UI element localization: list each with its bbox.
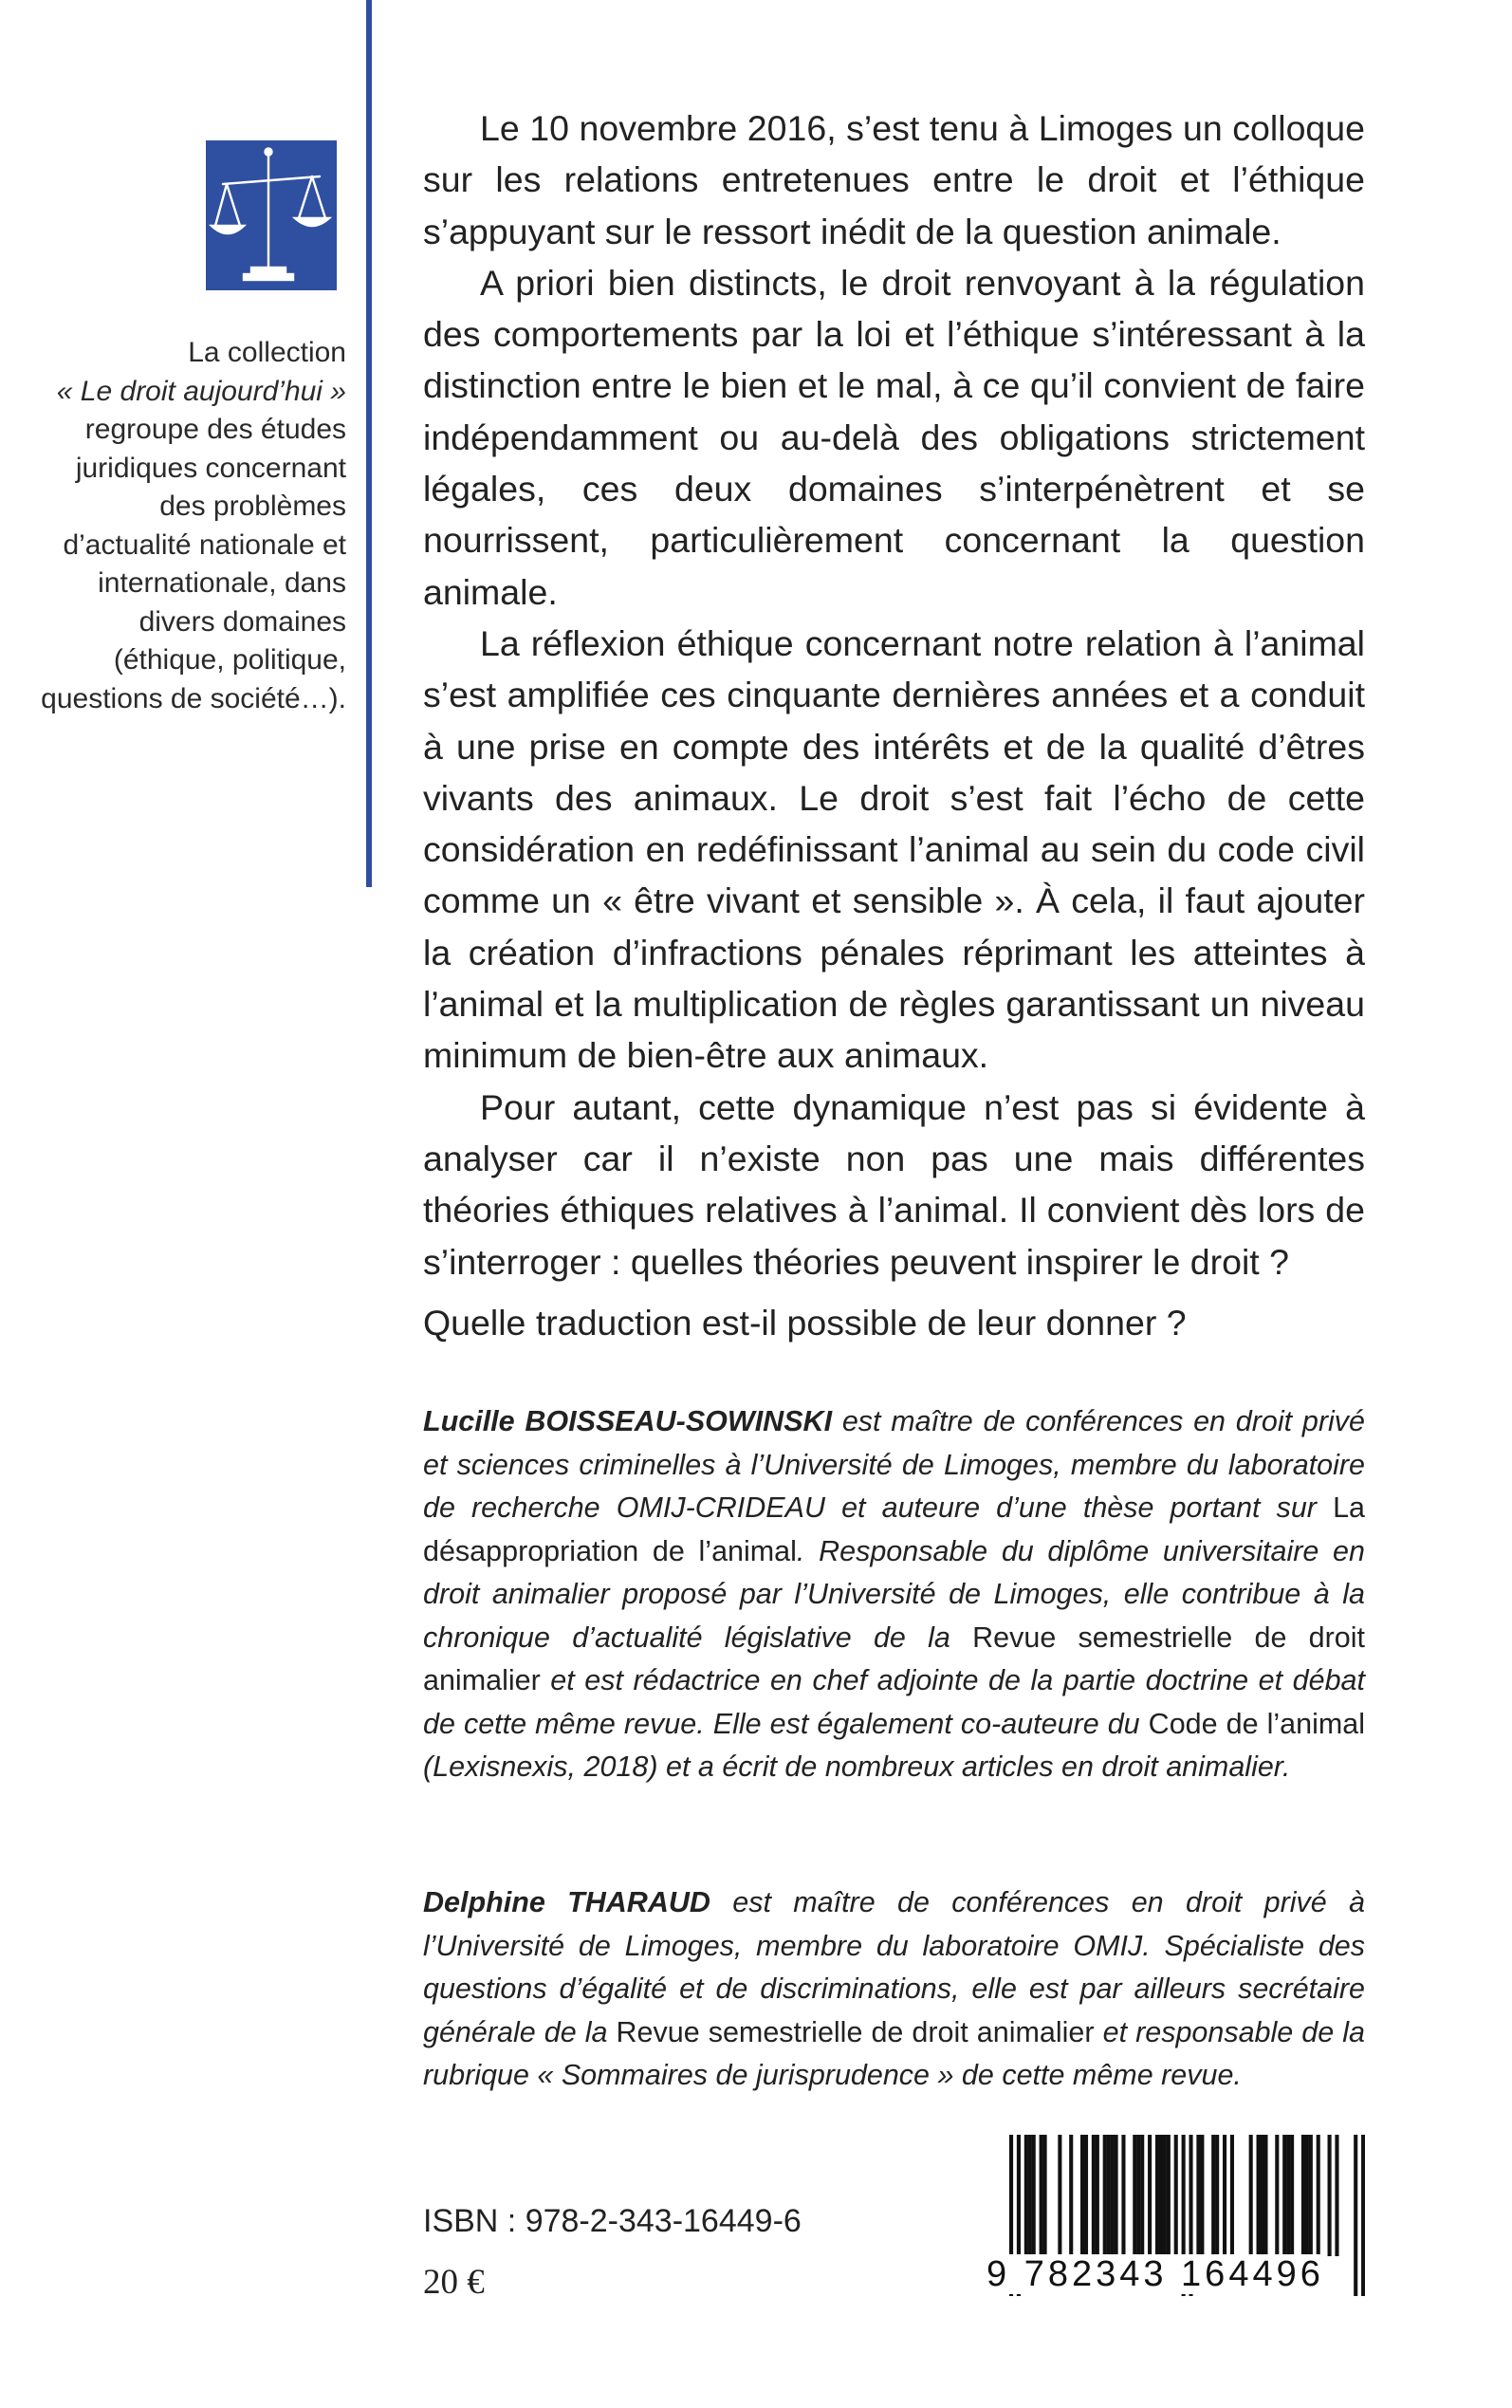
bio-text: (Lexisnexis, 2018) et a écrit de nombreux articles en droit animalier. [423, 1750, 1291, 1783]
barcode-bar [1084, 2135, 1088, 2256]
collection-body: regroupe des études juridiques concernant des problèmes d’actualité nationale et internationale, dans divers domaines (éthique, politique, questions de société…). [41, 414, 346, 714]
thesis-title: La désappropriation de l’animal [423, 1491, 1365, 1567]
barcode-bar [1163, 2135, 1167, 2256]
barcode-bar [1103, 2135, 1107, 2256]
barcode-bar [1275, 2135, 1279, 2256]
barcode-bar [1111, 2135, 1115, 2256]
collection-intro: La collection [188, 337, 346, 368]
barcode-bar [1282, 2135, 1286, 2256]
barcode-bar [1167, 2135, 1171, 2256]
barcode-bar [1155, 2135, 1159, 2256]
collection-series-title: « Le droit aujourd’hui » [56, 375, 346, 407]
barcode-bar [1096, 2135, 1099, 2256]
barcode-bar [1133, 2135, 1136, 2256]
author-name: Delphine THARAUD [423, 1886, 710, 1918]
back-cover-summary [423, 102, 1365, 1348]
barcode-bar [1230, 2135, 1234, 2256]
barcode-bar [1335, 2135, 1338, 2256]
barcode-bar [1174, 2135, 1178, 2256]
barcode-digits [986, 2254, 1366, 2295]
barcode-bar [1058, 2135, 1061, 2256]
barcode-bar [1024, 2135, 1028, 2256]
barcode-bar [1140, 2135, 1144, 2256]
summary-paragraph-1: Le 10 novembre 2016, s’est tenu à Limoges un colloque sur les relations entretenues entre le droit et l’éthique s’appuyant sur le ressort inédit de la question animale. [423, 108, 1365, 251]
bio-text: est maître de conférences en droit privé à l’Université de Limoges, membre du laboratoire OMIJ. Spécialiste des questions d’égalité et de discriminations, elle est par ailleurs secrétaire générale de la [423, 1886, 1365, 2048]
barcode-bar [1121, 2135, 1125, 2256]
barcode-bar [1263, 2135, 1267, 2256]
barcode-bar [1317, 2135, 1320, 2256]
barcode-bar [1290, 2135, 1294, 2256]
barcode-bar [1200, 2135, 1204, 2256]
barcode-bar [1043, 2135, 1047, 2256]
bio-text: et responsable de la rubrique « Sommaires de jurisprudence » de cette même revue. [423, 2015, 1366, 2091]
barcode-bar [1107, 2135, 1111, 2256]
journal-title: Revue semestrielle de droit animalier [616, 2015, 1095, 2048]
barcode-bar [1249, 2135, 1253, 2256]
summary-paragraph-2: A priori bien distincts, le droit renvoyant à la régulation des comportements par la loi et l’éthique s’intéressant à la distinction entre le bien et le mal, à ce qu’il convient de faire indépendamment ou au-delà des obligations strictement légales, ces deux domaines s’interpénètrent et se nourrissent, particulièrement concernant la question animale. [423, 262, 1365, 612]
barcode-number: 9 782343 164496 [986, 2254, 1324, 2294]
price-label: 20 € [423, 2263, 485, 2302]
barcode-bar [1257, 2135, 1261, 2256]
summary-paragraph-4: Pour autant, cette dynamique n’est pas si évidente à analyser car il n’existe non pas une mais différentes théories éthiques relatives à l’animal. Il convient dès lors de s’interroger : quelles théories peuvent inspirer le droit ? [423, 1086, 1365, 1282]
summary-paragraph-3: La réflexion éthique concernant notre relation à l’animal s’est amplifiée ces cinquante dernières années et a conduit à une prise en compte des intérêts et de la qualité d’êtres vivants des animaux. Le droit s’est fait l’écho de cette considération en redéfinissant l’animal au sein du code civil comme un « être vivant et sensible ». À cela, il faut ajouter la création d’infractions pénales réprimant les atteintes à l’animal et la multiplication de règles garantissant un niveau minimum de bien-être aux animaux. [423, 622, 1365, 1076]
barcode-bar [1032, 2135, 1036, 2256]
bio-text: et est rédactrice en chef adjointe de la partie doctrine et débat de cette même revue. Elle est également co-auteure du [423, 1664, 1365, 1740]
bio-text: . Responsable du diplôme universitaire en droit animalier proposé par l’Université de Limoges, elle contribue à la chronique d’actualité législative de la [423, 1534, 1365, 1654]
barcode-bar [1069, 2135, 1073, 2256]
barcode-bar [1215, 2135, 1219, 2256]
scales-of-justice-icon [206, 140, 337, 290]
barcode-bar [1115, 2135, 1118, 2256]
barcode-bar [1309, 2135, 1313, 2256]
barcode-bar [1040, 2135, 1043, 2256]
author-name: Lucille BOISSEAU-SOWINSKI [423, 1405, 833, 1437]
barcode-bar [1211, 2135, 1215, 2256]
bio-text: est maître de conférences en droit privé et sciences criminelles à l’Université de Limoges, membre du laboratoire de recherche OMIJ-CRIDEAU et auteure d’une thèse portant sur [423, 1405, 1365, 1524]
barcode-bar [1260, 2135, 1263, 2256]
accent-vertical-rule [366, 0, 372, 887]
barcode-bar [1159, 2135, 1163, 2256]
barcode-bar [1028, 2135, 1032, 2256]
barcode-bar [1148, 2135, 1152, 2256]
barcode-bar [1286, 2135, 1290, 2256]
barcode-bar [1080, 2135, 1084, 2256]
barcode-bar [1328, 2135, 1332, 2256]
barcode-bar [1196, 2135, 1200, 2256]
author-bio-tharaud [423, 1881, 1365, 2098]
barcode-bar [1305, 2135, 1309, 2256]
barcode-bar [1223, 2135, 1226, 2256]
barcode-bar [1136, 2135, 1140, 2256]
author-bio-boisseau-sowinski [423, 1400, 1365, 1789]
book-title: Code de l’animal [1148, 1707, 1365, 1740]
journal-title: Revue semestrielle de droit animalier [423, 1621, 1365, 1696]
barcode-bar [1301, 2135, 1305, 2256]
barcode-bar [1092, 2135, 1096, 2256]
summary-paragraph-5: Quelle traduction est-il possible de leur donner ? [423, 1302, 1187, 1343]
collection-description [38, 334, 346, 718]
isbn-label: ISBN : 978-2-343-16449-6 [423, 2203, 802, 2239]
